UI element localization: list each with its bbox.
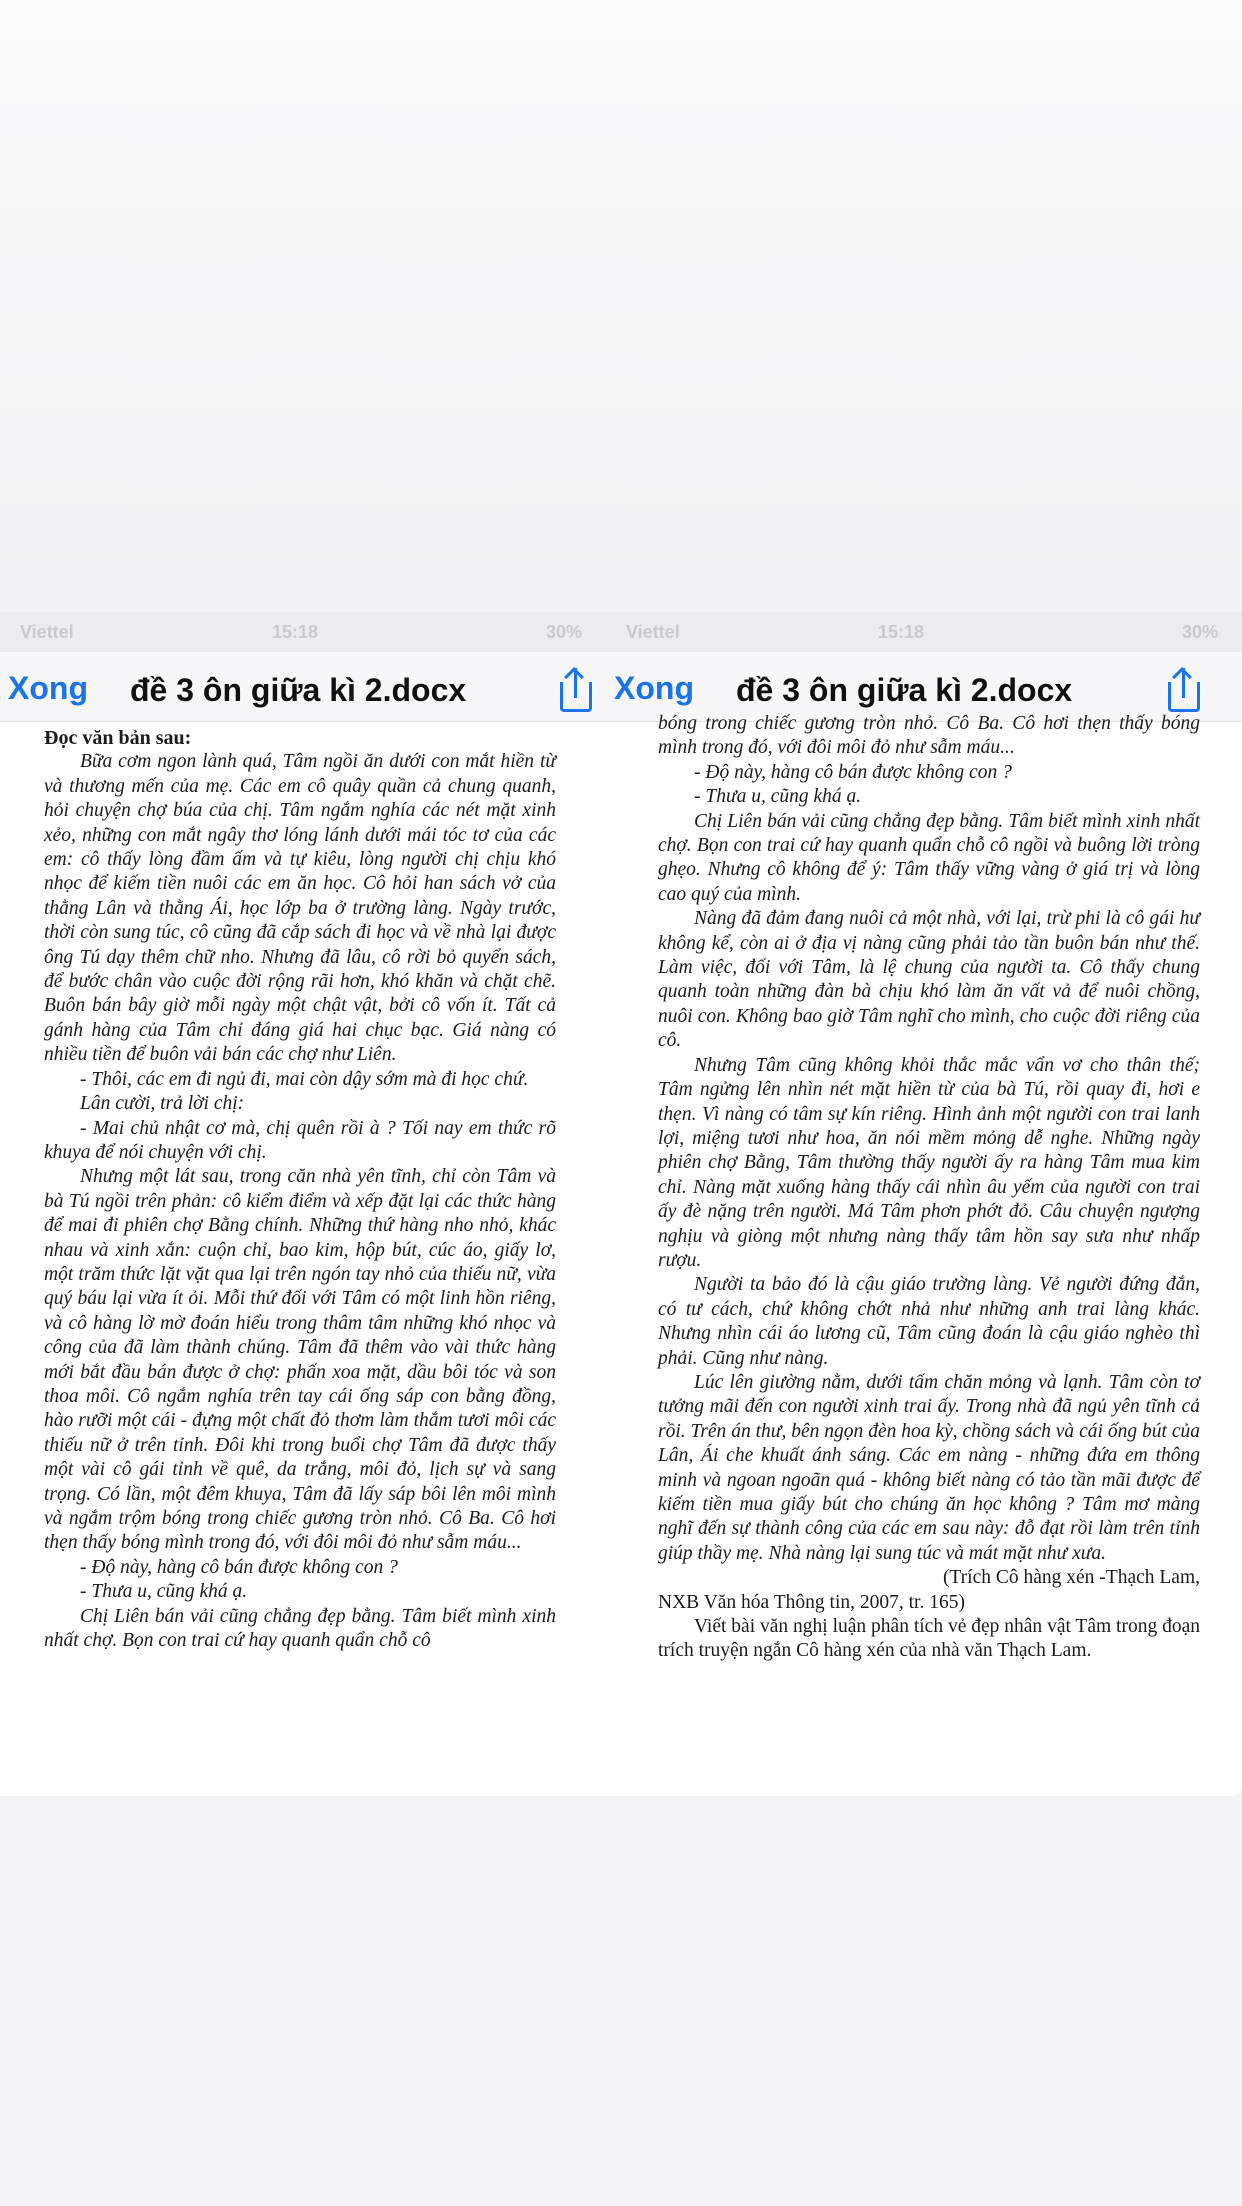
paragraph: - Thưa u, cũng khá ạ. — [694, 786, 862, 808]
paragraph: - Thôi, các em đi ngủ đi, mai còn dậy sớm mà đi học chứ. — [80, 1068, 529, 1090]
paragraph: Lân cười, trả lời chị: — [80, 1093, 245, 1115]
paragraph: - Thưa u, cũng khá ạ. — [80, 1581, 248, 1603]
bottom-blank-area — [0, 1796, 1242, 2206]
paragraph: - Độ này, hàng cô bán được không con ? — [80, 1556, 398, 1578]
top-blank-area — [0, 0, 1242, 612]
status-bar — [606, 612, 1242, 652]
document-title: đề 3 ôn giữa kì 2.docx — [130, 672, 467, 708]
right-document-pane — [606, 612, 1242, 1796]
done-button[interactable]: Xong — [614, 670, 694, 706]
doc-heading: Đọc văn bản sau: — [44, 727, 192, 749]
paragraph: Nàng đã đảm đang nuôi cả một nhà, với lại, trừ phi là cô gái hư không kể, còn ai ở địa vị nàng cũng phải tảo tần buôn bán như thế. Làm việc, đối với Tâm, là lệ chung của người ta. Cô thấy chung quanh toàn những đàn bà chịu khó làm ăn vất vả để nuôi chồng, nuôi con. Không bao giờ Tâm nghĩ cho mình, cho cuộc đời riêng của cô. — [658, 908, 1200, 1052]
document-body[interactable] — [0, 722, 606, 1796]
paragraph: Chị Liên bán vải cũng chẳng đẹp bằng. Tâm biết mình xinh nhất chợ. Bọn con trai cứ hay quanh quẩn chỗ cô ngồi và buông lời tròng ghẹo. Nhưng cô không để ý: Tâm thấy vững vàng ở giá trị và lòng cao quý của mình. — [658, 810, 1200, 905]
carrier-label: Viettel — [626, 622, 680, 642]
paragraph: Nhưng một lát sau, trong căn nhà yên tĩnh, chỉ còn Tâm và bà Tú ngồi trên phản: cô kiểm điểm và xếp đặt lại các thức hàng để mai đi phiên chợ Bằng chính. Những thứ hàng nho nhỏ, khác nhau và xinh xắn: cuộn chỉ, bao kim, hộp bút, cúc áo, giấy lơ, một trăm thức lặt vặt qua lại trên ngón tay nhỏ của thiếu nữ, vừa quý báu lại vừa ít ỏi. Mỗi thứ đối với Tâm có một linh hồn riêng, và cô hàng lờ mờ đoán hiểu trong thâm tâm những khó nhọc và công của đã làm thành chúng. Tâm đã thêm vào vài thức hàng mới bắt đầu bán được ở chợ: phấn xoa mặt, dầu bôi tóc và son thoa môi. Cô ngắm nghía trên tay cái ống sáp con bằng đồng, hào rưỡi một cái - đựng một chất đỏ thơm làm thắm tươi môi các thiếu nữ ở trên tỉnh. Đôi khi trong buổi chợ Tâm đã được thấy một vài cô gái tỉnh về quê, da trắng, môi đỏ, lịch sự và sang trọng. Có lần, một đêm khuya, Tâm đã lấy sáp bôi lên môi mình và ngắm trộm bóng trong chiếc gương tròn nhỏ. Cô Ba. Cô hơi thẹn thấy bóng mình trong đó, với đôi môi đỏ như sẫm máu... — [44, 1166, 556, 1554]
paragraph: Bữa cơm ngon lành quá, Tâm ngồi ăn dưới con mắt hiền từ và thương mến của mẹ. Các em cô quây quần cả chung quanh, hỏi chuyện chợ búa của chị. Tâm ngắm nghía các nét mặt xinh xẻo, những con mắt ngây thơ lóng lánh dưới mái tóc tơ của các em: cô thấy lòng đầm ấm và tự kiêu, lòng người chị chịu khó nhọc để kiếm tiền nuôi các em ăn học. Cô hỏi han sách vở của thằng Lân và thằng Ái, học lớp ba ở trường làng. Ngày trước, thời còn sung túc, cô cũng đã cắp sách đi học và về nhà lại được ông Tú dạy thêm chữ nho. Nhưng đã lâu, cô rời bỏ quyển sách, để bước chân vào cuộc đời rộng rãi hơn, khó khăn và chặt chẽ. Buôn bán bây giờ mỗi ngày một chật vật, bởi cô vốn ít. Tất cả gánh hàng của Tâm chỉ đáng giá hai chục bạc. Giá nàng có nhiều tiền để buôn vải bán các chợ như Liên. — [44, 751, 556, 1066]
document-nav-bar — [0, 652, 606, 722]
document-body[interactable] — [606, 712, 1242, 1796]
share-icon[interactable] — [556, 668, 596, 714]
left-document-pane — [0, 612, 606, 1796]
clock-label: 15:18 — [878, 622, 925, 642]
battery-label: 30% — [545, 622, 582, 642]
paragraph: Lúc lên giường nằm, dưới tấm chăn mỏng và lạnh. Tâm còn tơ tưởng mãi đến con người xinh trai ấy. Trong nhà đã ngủ yên tĩnh cả rồi. Trên án thư, bên ngọn đèn hoa kỳ, chồng sách và cái ống bút của Lân, Ái che khuất ánh sáng. Các em nàng - những đứa em thông minh và ngoan ngoãn quá - không biết nàng có tảo tần mãi được để kiếm tiền mua giấy bút cho chúng ăn học không ? Tâm mơ màng nghĩ đến sự thành công của các em sau này: đỗ đạt rồi làm trên tỉnh giúp thầy mẹ. Nhà nàng lại sung túc và mát mặt như xưa. — [658, 1371, 1200, 1564]
paragraph: Nhưng Tâm cũng không khỏi thắc mắc vẩn vơ cho thân thế; Tâm ngửng lên nhìn nét mặt hiền từ của bà Tú, rồi quay đi, hơi e thẹn. Vì nàng có tâm sự kín riêng. Hình ảnh một người con trai lanh lợi, miệng tươi như hoa, ăn nói mềm mỏng dễ nghe. Những ngày phiên chợ Bằng, Tâm thường thấy người ấy ra hàng Tâm mua kim chỉ. Nàng mặt xuống hàng thấy cái nhìn âu yếm của người con trai ấy đè nặng trên người. Má Tâm phơn phớt đỏ. Câu chuyện ngượng nghịu và giòng một nhưng nàng thấy tâm hồn say sưa như nhấp rượu. — [658, 1054, 1200, 1271]
citation: (Trích Cô hàng xén -Thạch Lam, — [942, 1567, 1200, 1589]
paragraph: - Độ này, hàng cô bán được không con ? — [694, 761, 1012, 783]
done-button[interactable]: Xong — [8, 670, 88, 706]
document-title: đề 3 ôn giữa kì 2.docx — [736, 672, 1073, 708]
paragraph: - Mai chủ nhật cơ mà, chị quên rồi à ? Tối nay em thức rõ khuya để nói chuyện với chị. — [44, 1117, 556, 1163]
carrier-label: Viettel — [20, 622, 74, 642]
paragraph: Người ta bảo đó là cậu giáo trường làng. Vẻ người đứng đắn, có tư cách, chứ không chớt nhả như những anh trai làng khác. Nhưng nhìn cái áo lương cũ, Tâm cũng đoán là cậu giáo nghèo thì phải. Cũng như nàng. — [658, 1274, 1200, 1369]
status-bar — [0, 612, 606, 652]
paragraph: Chị Liên bán vải cũng chẳng đẹp bằng. Tâm biết mình xinh nhất chợ. Bọn con trai cứ hay quanh quẩn chỗ cô — [44, 1605, 556, 1652]
clock-label: 15:18 — [272, 622, 319, 642]
paragraph: bóng trong chiếc gương tròn nhỏ. Cô Ba. Cô hơi thẹn thấy bóng mình trong đó, với đôi môi đỏ như sẫm máu... — [658, 713, 1200, 759]
share-icon[interactable] — [1164, 668, 1204, 714]
writing-task: Viết bài văn nghị luận phân tích vẻ đẹp nhân vật Tâm trong đoạn trích truyện ngắn Cô hàng xén của nhà văn Thạch Lam. — [658, 1616, 1200, 1662]
publisher-info: NXB Văn hóa Thông tin, 2007, tr. 165) — [658, 1591, 965, 1613]
battery-label: 30% — [1181, 622, 1218, 642]
